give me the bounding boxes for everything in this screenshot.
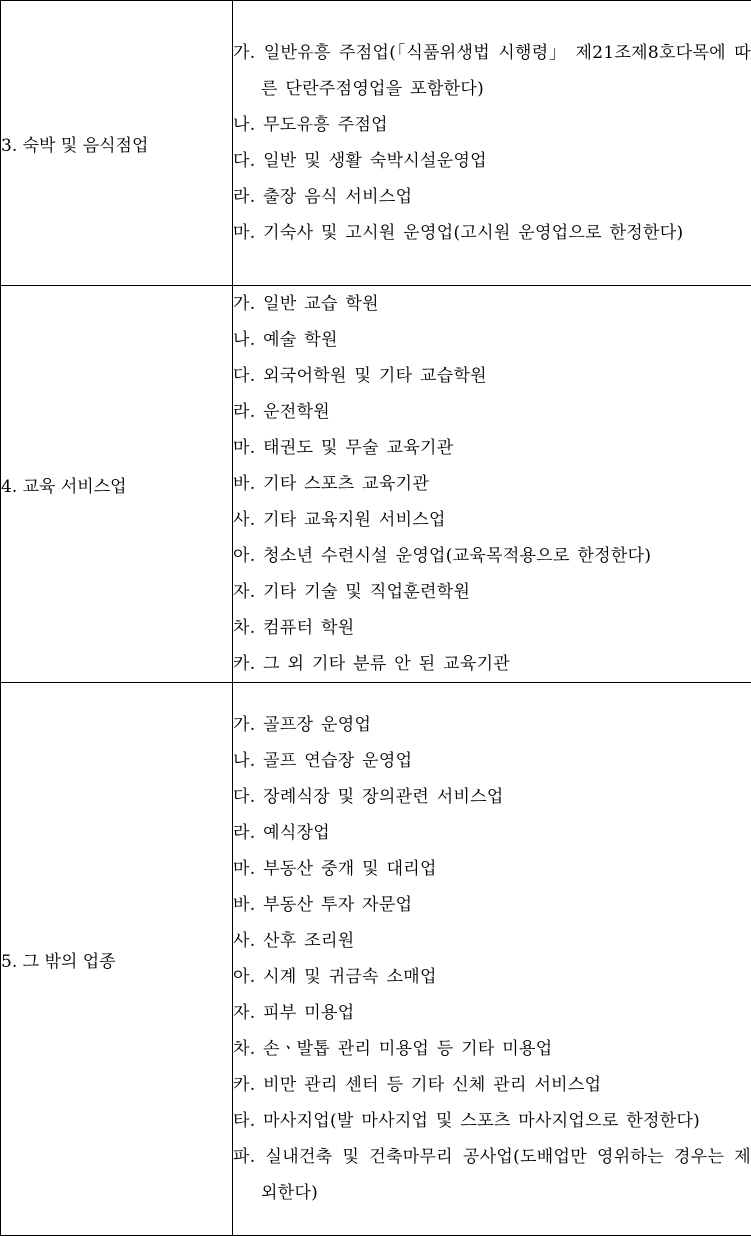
category-label: 5. 그 밖의 업종 [1, 952, 116, 972]
list-item: 타. 마사지업(발 마사지업 및 스포츠 마사지업으로 한정한다) [233, 1103, 751, 1139]
item-list [233, 35, 751, 251]
list-item: 라. 운전학원 [233, 394, 751, 430]
list-item: 가. 일반 교습 학원 [233, 286, 751, 322]
item-list [233, 286, 751, 682]
items-cell [233, 683, 751, 1236]
list-item: 마. 태권도 및 무술 교육기관 [233, 430, 751, 466]
list-item: 바. 기타 스포츠 교육기관 [233, 466, 751, 502]
item-list [233, 707, 751, 1211]
list-item: 마. 기숙사 및 고시원 운영업(고시원 운영업으로 한정한다) [233, 215, 751, 251]
list-item: 나. 무도유흥 주점업 [233, 107, 751, 143]
category-label: 3. 숙박 및 음식점업 [1, 136, 148, 156]
category-label: 4. 교육 서비스업 [1, 477, 127, 497]
list-item: 파. 실내건축 및 건축마무리 공사업(도배업만 영위하는 경우는 제외한다) [233, 1139, 751, 1211]
list-item: 자. 기타 기술 및 직업훈련학원 [233, 574, 751, 610]
list-item: 차. 손ㆍ발톱 관리 미용업 등 기타 미용업 [233, 1031, 751, 1067]
list-item: 사. 기타 교육지원 서비스업 [233, 502, 751, 538]
category-cell [1, 683, 233, 1236]
items-cell [233, 286, 751, 683]
table-row [1, 286, 751, 683]
list-item: 아. 시계 및 귀금속 소매업 [233, 959, 751, 995]
list-item: 다. 장례식장 및 장의관련 서비스업 [233, 779, 751, 815]
category-cell [1, 1, 233, 286]
list-item: 사. 산후 조리원 [233, 923, 751, 959]
list-item: 마. 부동산 중개 및 대리업 [233, 851, 751, 887]
list-item: 라. 예식장업 [233, 815, 751, 851]
table-row [1, 683, 751, 1236]
list-item: 가. 골프장 운영업 [233, 707, 751, 743]
list-item: 다. 외국어학원 및 기타 교습학원 [233, 358, 751, 394]
list-item: 나. 예술 학원 [233, 322, 751, 358]
list-item: 카. 비만 관리 센터 등 기타 신체 관리 서비스업 [233, 1067, 751, 1103]
list-item: 라. 출장 음식 서비스업 [233, 179, 751, 215]
items-cell [233, 1, 751, 286]
list-item: 자. 피부 미용업 [233, 995, 751, 1031]
list-item: 바. 부동산 투자 자문업 [233, 887, 751, 923]
list-item: 다. 일반 및 생활 숙박시설운영업 [233, 143, 751, 179]
list-item: 카. 그 외 기타 분류 안 된 교육기관 [233, 646, 751, 682]
list-item: 나. 골프 연습장 운영업 [233, 743, 751, 779]
category-cell [1, 286, 233, 683]
table-row [1, 1, 751, 286]
list-item: 아. 청소년 수련시설 운영업(교육목적용으로 한정한다) [233, 538, 751, 574]
list-item: 차. 컴퓨터 학원 [233, 610, 751, 646]
list-item: 가. 일반유흥 주점업(「식품위생법 시행령」 제21조제8호다목에 따른 단란주점영업을 포함한다) [233, 35, 751, 107]
